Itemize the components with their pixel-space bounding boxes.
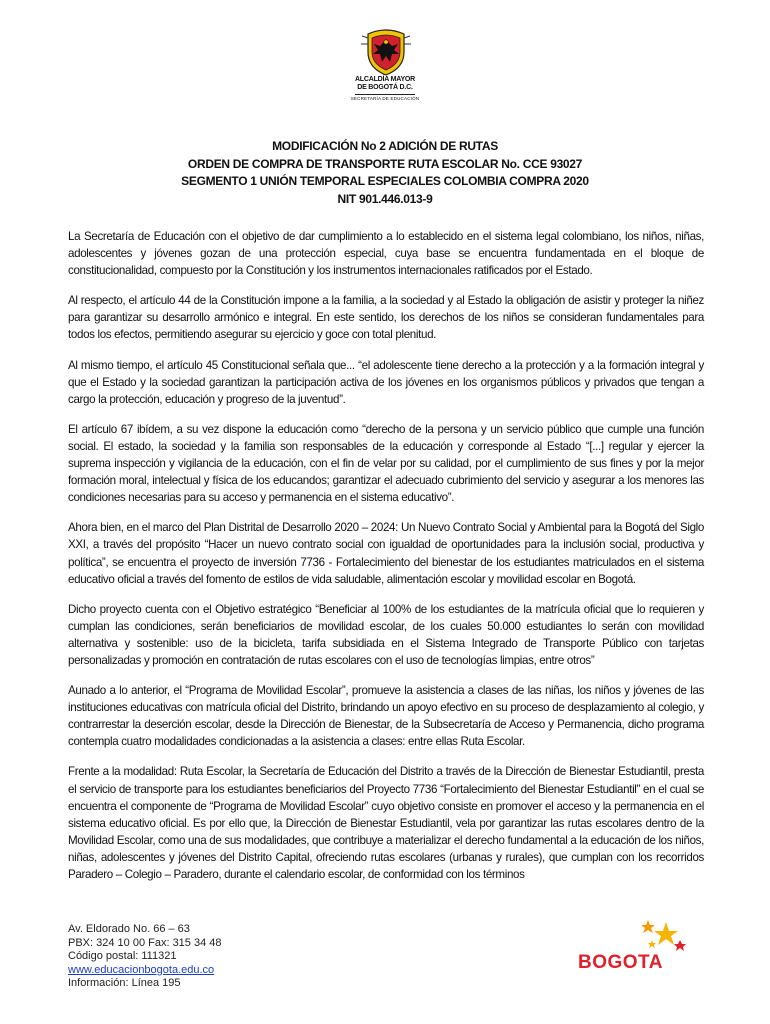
- paragraph: La Secretaría de Educación con el objetivo de dar cumplimiento a lo establecido en el sistema legal colombiano, los niños, niñas, adolescentes y jóvenes gozan de una protección especial, cuya base se encuentra fundamentada en el bloque de constitucionalidad, compuesto por la Constitución y los instrumentos internacionales ratificados por el Estado.: [68, 230, 704, 278]
- seal-line-2: DE BOGOTÁ D.C.: [357, 84, 413, 91]
- coat-of-arms-icon: [358, 28, 414, 76]
- seal-line-3: SECRETARÍA DE EDUCACIÓN: [350, 96, 420, 101]
- footer-address: Av. Eldorado No. 66 – 63: [68, 923, 190, 935]
- paragraph: Al respecto, el artículo 44 de la Constitución impone a la familia, a la sociedad y al Estado la obligación de asistir y proteger la niñez para garantizar su desarrollo armónico e integral. En este sentido, los derechos de los niños se consideran fundamentales para todos los efectos, permitiendo asegurar su ejercicio y goce con total plenitud.: [68, 294, 704, 342]
- seal-caption: [340, 76, 430, 101]
- seal-line-1: ALCALDÍA MAYOR: [354, 76, 416, 83]
- paragraph: Ahora bien, en el marco del Plan Distrital de Desarrollo 2020 – 2024: Un Nuevo Contrato Social y Ambiental para la Bogotá del Siglo XXI, a través del propósito “Hacer un nuevo contrato social con igualdad de oportunidades para la inclusión social, productiva y política”, se encuentra el proyecto de inversión 7736 - Fortalecimiento del bienestar de los estudiantes matriculados en el sistema educativo oficial a través del fomento de estilos de vida saludable, alimentación escolar y movilidad escolar en Bogotá.: [68, 521, 704, 586]
- footer-info: Información: Línea 195: [68, 977, 181, 990]
- footer-website-link[interactable]: www.educacionbogota.edu.co: [68, 963, 215, 976]
- paragraph: Dicho proyecto cuenta con el Objetivo estratégico “Beneficiar al 100% de los estudiantes de la matrícula oficial que lo requieren y cumplan las condiciones, serán beneficiarios de movilidad escolar, de los cuales 50.000 estudiantes lo serán con movilidad alternativa y sostenible: uso de la bicicleta, tarifa subsidiada en el Sistema Integrado de Transporte Público con tarjetas personalizadas y promoción en contratación de rutas escolares con el uso de tecnologías limpias, entre otros”: [68, 602, 704, 667]
- logo-wordmark: BOGOTA: [578, 952, 663, 973]
- title-line-2: ORDEN DE COMPRA DE TRANSPORTE RUTA ESCOLAR No. CCE 93027: [187, 156, 583, 171]
- document-title: [60, 138, 710, 208]
- bogota-logo: [578, 918, 688, 980]
- title-line-1: MODIFICACIÓN No 2 ADICIÓN DE RUTAS: [272, 139, 498, 153]
- footer-phone: PBX: 324 10 00 Fax: 315 34 48: [68, 936, 222, 949]
- footer-contact: [68, 923, 328, 991]
- seal-divider: [355, 94, 415, 95]
- footer-postal: Código postal: 111321: [68, 950, 177, 963]
- paragraph: Al mismo tiempo, el artículo 45 Constitucional señala que... “el adolescente tiene derecho a la protección y a la formación integral y que el Estado y la sociedad garantizan la participación activa de los jóvenes en los organismos públicos y privados que tengan a cargo la protección, educación y progreso de la juventud”.: [68, 358, 704, 406]
- paragraph: El artículo 67 ibídem, a su vez dispone la educación como “derecho de la persona y un servicio público que cumple una función social. El estado, la sociedad y la familia son responsables de la educación y corresponde al Estado “[...] regular y ejercer la suprema inspección y vigilancia de la educación, con el fin de velar por su calidad, por el cumplimiento de sus fines y por la mejor formación moral, intelectual y física de los educandos; garantizar el adecuado cubrimiento del servicio y asegurar a los menores las condiciones necesarias para su acceso y permanencia en el sistema educativo”.: [68, 422, 704, 505]
- paragraph: Frente a la modalidad: Ruta Escolar, la Secretaría de Educación del Distrito a través de la Dirección de Bienestar Estudiantil, presta el servicio de transporte para los estudiantes beneficiarios del Proyecto 7736 “Fortalecimiento del Bienestar Estudiantil” en el cual se encuentra el componente de “Programa de Movilidad Escolar” cuyo objetivo consiste en promover el acceso y la permanencia en el sistema educativo oficial. Es por ello que, la Dirección de Bienestar Estudiantil, vela por garantizar las rutas escolares dentro de la Movilidad Escolar, como una de sus modalidades, que contribuye a materializar el derecho fundamental a la educación de los niños, niñas, adolescentes y jóvenes del Distrito Capital, ofreciendo rutas escolares (urbanas y rurales), que cumplan con los recorridos Paradero – Colegio – Paradero, durante el calendario escolar, de conformidad con los términos: [68, 765, 704, 881]
- document-body: [68, 228, 704, 896]
- title-line-4: NIT 901.446.013-9: [337, 191, 433, 206]
- title-line-3: SEGMENTO 1 UNIÓN TEMPORAL ESPECIALES COLOMBIA COMPRA 2020: [181, 174, 589, 188]
- paragraph: Aunado a lo anterior, el “Programa de Movilidad Escolar”, promueve la asistencia a clases de las niñas, los niños y jóvenes de las instituciones educativas con matrícula oficial del Distrito, brindando un apoyo efectivo en su proceso de desplazamiento al colegio, y contrarrestar la deserción escolar, desde la Dirección de Bienestar, de la Subsecretaría de Acceso y Permanencia, dicho programa contempla cuatro modalidades condicionadas a la asistencia a clases: entre ellas Ruta Escolar.: [68, 684, 704, 749]
